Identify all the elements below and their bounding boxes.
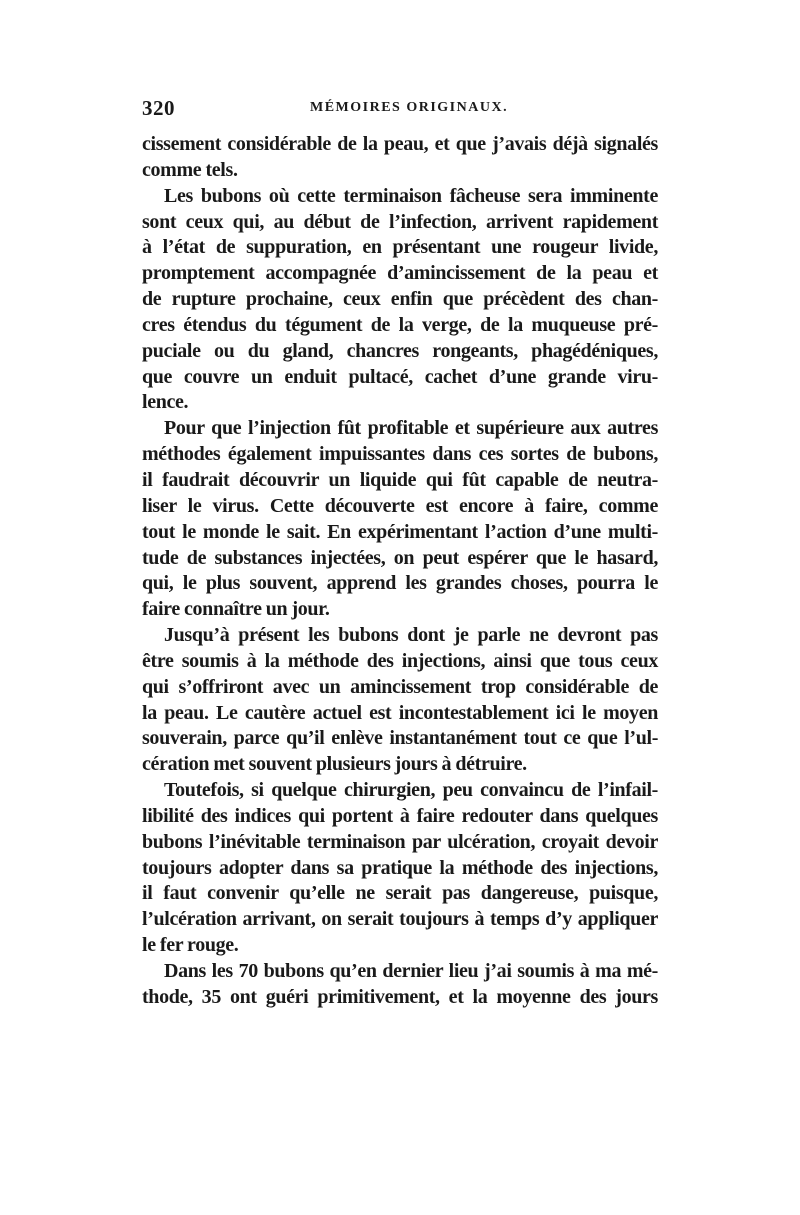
- text-line: toujours adopter dans sa pratique la méthode des injections,: [142, 856, 658, 879]
- page-number: 320: [142, 96, 175, 120]
- text-line: être soumis à la méthode des injections, ainsi que tous ceux: [142, 649, 658, 672]
- text-line: que couvre un enduit pultacé, cachet d’une grande viru-: [142, 365, 658, 388]
- text-line: cissement considérable de la peau, et que j’avais déjà signalés: [142, 133, 658, 155]
- text-line: cération met souvent plusieurs jours à détruire.: [142, 753, 527, 776]
- text-line: cres étendus du tégument de la verge, de la muqueuse pré-: [142, 313, 658, 336]
- text-line: il faudrait découvrir un liquide qui fût capable de neutra-: [142, 468, 658, 491]
- text-line: l’ulcération arrivant, on serait toujours à temps d’y appliquer: [142, 908, 658, 931]
- running-head: [142, 96, 662, 124]
- text-line: il faut convenir qu’elle ne serait pas dangereuse, puisque,: [142, 882, 658, 905]
- text-line: tout le monde le sait. En expérimentant l’action d’une multi-: [142, 520, 658, 543]
- text-line: Jusqu’à présent les bubons dont je parle ne devront pas: [164, 624, 658, 647]
- text-line: liser le virus. Cette découverte est encore à faire, comme: [142, 494, 658, 517]
- text-line: Dans les 70 bubons qu’en dernier lieu j’ai soumis à ma mé-: [164, 960, 658, 982]
- text-line: Les bubons où cette terminaison fâcheuse sera imminente: [164, 184, 658, 207]
- text-line: tude de substances injectées, on peut espérer que le hasard,: [142, 546, 658, 569]
- text-line: souverain, parce qu’il enlève instantanément tout ce que l’ul-: [142, 727, 658, 750]
- text-line: qui, le plus souvent, apprend les grandes choses, pourra le: [142, 572, 658, 595]
- text-line: bubons l’inévitable terminaison par ulcération, croyait devoir: [142, 830, 658, 853]
- text-line: libilité des indices qui portent à faire redouter dans quelques: [142, 804, 658, 827]
- text-line: lence.: [142, 391, 189, 414]
- text-line: la peau. Le cautère actuel est incontestablement ici le moyen: [142, 701, 658, 724]
- text-line: promptement accompagnée d’amincissement de la peau et: [142, 262, 658, 285]
- text-line: le fer rouge.: [142, 934, 239, 957]
- text-line: comme tels.: [142, 158, 238, 181]
- text-line: méthodes également impuissantes dans ces sortes de bubons,: [142, 443, 658, 466]
- text-line: thode, 35 ont guéri primitivement, et la moyenne des jours: [142, 985, 658, 1008]
- body-text: [142, 132, 658, 1011]
- text-line: puciale ou du gland, chancres rongeants, phagédéniques,: [142, 339, 658, 362]
- text-line: sont ceux qui, au début de l’infection, arrivent rapidement: [142, 210, 658, 233]
- text-line: à l’état de suppuration, en présentant une rougeur livide,: [142, 236, 658, 259]
- text-line: de rupture prochaine, ceux enfin que précèdent des chan-: [142, 288, 658, 311]
- running-title: MÉMOIRES ORIGINAUX.: [310, 100, 509, 115]
- text-line: Pour que l’injection fût profitable et supérieure aux autres: [164, 417, 658, 440]
- text-line: faire connaître un jour.: [142, 598, 330, 621]
- text-line: Toutefois, si quelque chirurgien, peu convaincu de l’infail-: [164, 779, 658, 802]
- text-line: qui s’offriront avec un amincissement trop considérable de: [142, 675, 658, 698]
